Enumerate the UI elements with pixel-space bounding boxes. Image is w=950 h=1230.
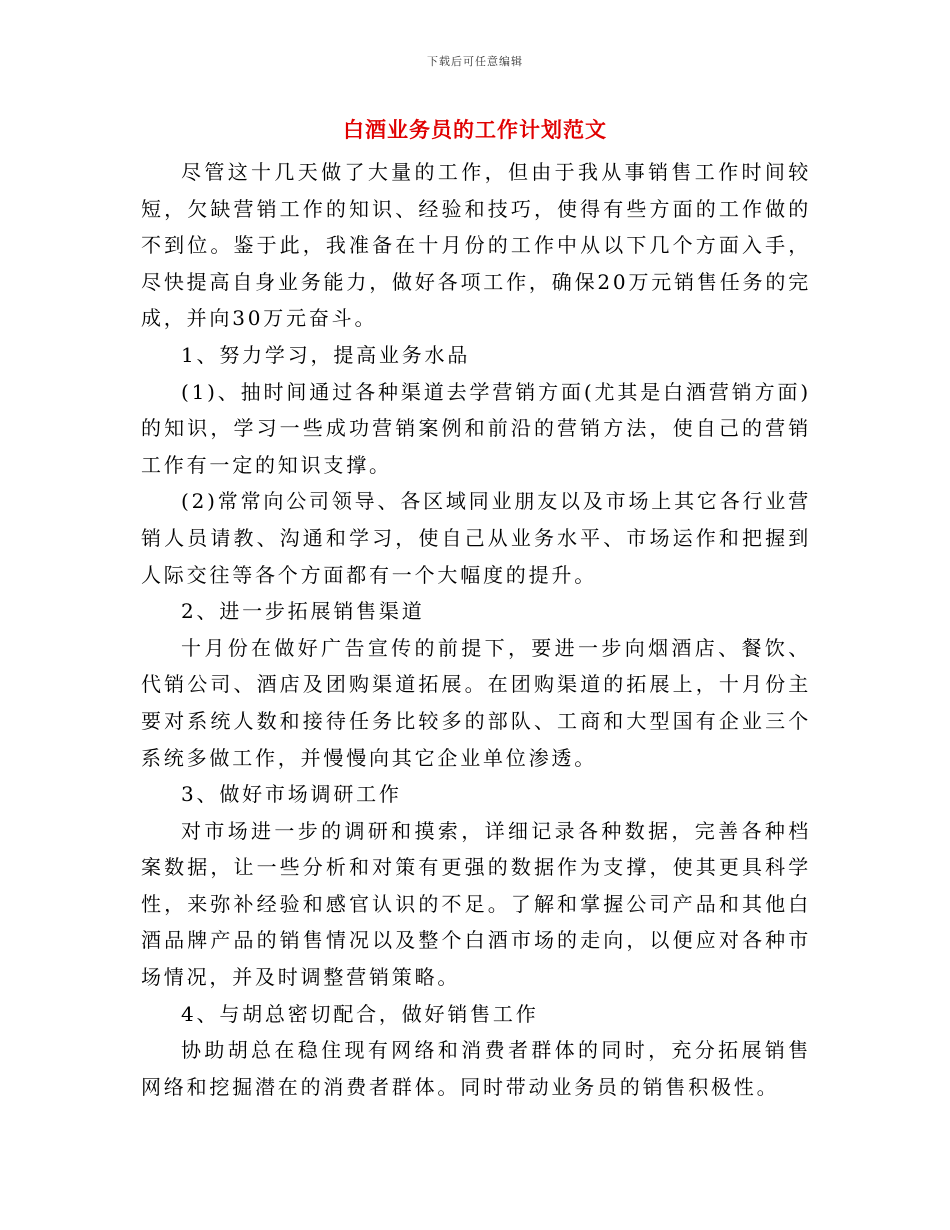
paragraph-3: 对市场进一步的调研和摸索，详细记录各种数据，完善各种档案数据，让一些分析和对策有更强的数据作为支撑，使其更具科学性，来弥补经验和感官认识的不足。了解和掌握公司产品和其他白酒品牌产品的销售情况以及整个白酒市场的走向，以便应对各种市场情况，并及时调整营销策略。 [141,818,811,990]
header-note: 下载后可任意编辑 [427,55,523,68]
paragraph-2: 十月份在做好广告宣传的前提下，要进一步向烟酒店、餐饮、代销公司、酒店及团购渠道拓展。在团购渠道的拓展上，十月份主要对系统人数和接待任务比较多的部队、工商和大型国有企业三个系统多做工作，并慢慢向其它企业单位渗透。 [141,635,811,770]
paragraph-4: 协助胡总在稳住现有网络和消费者群体的同时，充分拓展销售网络和挖掘潜在的消费者群体。同时带动业务员的销售积极性。 [141,1038,811,1099]
section-heading-3: 3、做好市场调研工作 [181,782,402,807]
paragraph-1-2: (2)常常向公司领导、各区域同业朋友以及市场上其它各行业营销人员请教、沟通和学习，使自己从业务水平、市场运作和把握到人际交往等各个方面都有一个大幅度的提升。 [141,489,811,587]
document-title: 白酒业务员的工作计划范文 [343,117,607,142]
section-heading-2: 2、进一步拓展销售渠道 [181,599,425,624]
document-body [141,154,811,1105]
paragraph-intro: 尽管这十几天做了大量的工作，但由于我从事销售工作时间较短，欠缺营销工作的知识、经验和技巧，使得有些方面的工作做的不到位。鉴于此，我准备在十月份的工作中从以下几个方面入手，尽快提高自身业务能力，做好各项工作，确保20万元销售任务的完成，并向30万元奋斗。 [141,160,811,331]
section-heading-4: 4、与胡总密切配合，做好销售工作 [181,1001,539,1026]
section-heading-1: 1、努力学习，提高业务水品 [181,342,471,367]
paragraph-1-1: (1)、抽时间通过各种渠道去学营销方面(尤其是白酒营销方面)的知识，学习一些成功营销案例和前沿的营销方法，使自己的营销工作有一定的知识支撑。 [141,379,811,477]
